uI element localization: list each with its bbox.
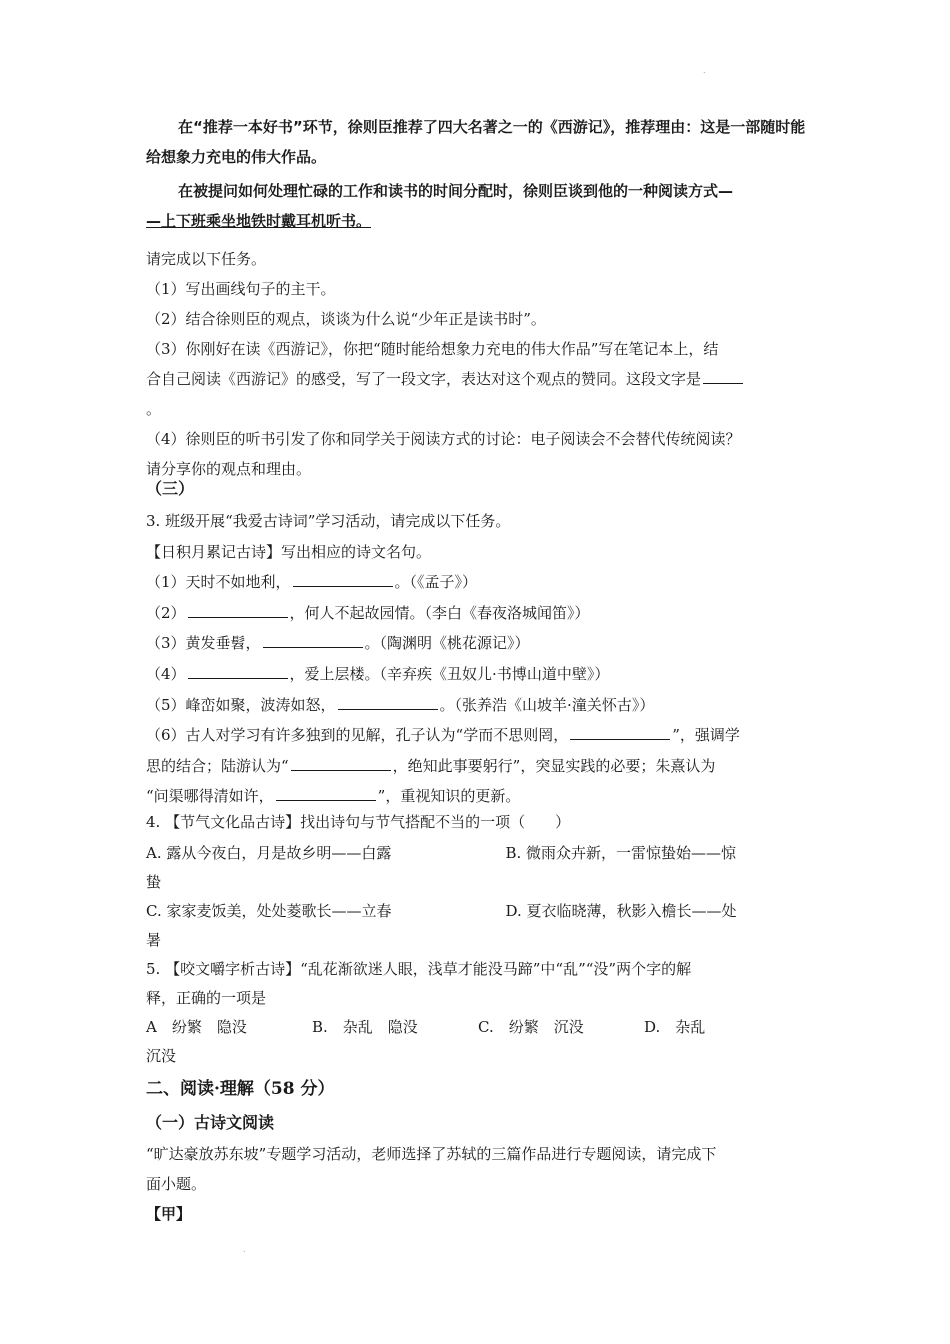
q3-l6e-text: “问渠哪得清如许， (146, 787, 274, 806)
page-mark: . (703, 66, 706, 75)
q3-l1-source: 。（《孟子》） (394, 573, 478, 592)
tasks-lead: 请完成以下任务。 (146, 250, 267, 268)
q4-option-d[interactable]: D. 夏衣临晓薄，秋影入檐长——处 (505, 902, 737, 920)
q4-option-d-cont: 暑 (146, 931, 162, 949)
q3-l6a-text: （6）古人对学习有许多独到的见解，孔子认为“学而不思则罔， (146, 726, 569, 745)
task-3b-text: 合自己阅读《西游记》的感受，写了一段文字，表达对这个观点的赞同。这段文字是 (146, 370, 702, 388)
part-2-paragraph-2: 面小题。 (146, 1175, 207, 1193)
q3-l2-source: ，何人不起故园情。（李白《春夜洛城闻笛》） (289, 603, 590, 622)
passage-jia-label: 【甲】 (146, 1205, 192, 1223)
question-3 (146, 506, 810, 812)
task-4b: 请分享你的观点和理由。 (146, 460, 312, 478)
answer-blank[interactable] (188, 660, 288, 679)
task-3b (146, 364, 810, 394)
q5-option-c[interactable]: C. 纷繁 沉没 (478, 1018, 584, 1036)
q5-stem-1: 5. 【咬文嚼字析古诗】“乱花渐欲迷人眼，浅草才能没马蹄”中“乱”“没”两个字的解 (146, 960, 692, 978)
q4-options-row-1 (146, 839, 810, 868)
q3-line-4 (146, 659, 810, 690)
q3-line-6b (146, 751, 810, 782)
question-5 (146, 955, 810, 1071)
answer-blank[interactable] (703, 365, 743, 384)
q4-option-c[interactable]: C. 家家麦饭美，处处菱歌长——立春 (146, 902, 392, 920)
q3-line-5 (146, 690, 810, 721)
q5-option-b[interactable]: B. 杂乱 隐没 (312, 1018, 418, 1036)
q5-stem-2: 释，正确的一项是 (146, 989, 267, 1007)
q3-sub: 【日积月累记古诗】写出相应的诗文名句。 (146, 542, 432, 561)
intro-section (146, 112, 806, 236)
intro-paragraph-2a: 在被提问如何处理忙碌的工作和读书的时间分配时，徐则臣谈到他的一种阅读方式— (178, 182, 734, 200)
part-2-intro (146, 1139, 810, 1229)
section-three-heading: （三） (146, 479, 195, 498)
q3-l5-source: 。（张养浩《山坡羊·潼关怀古》） (439, 695, 655, 714)
intro-paragraph-2b (146, 206, 806, 236)
q4-option-a[interactable]: A. 露从今夜白，月是故乡明——白露 (146, 844, 392, 862)
q3-l6d-text: ，绝知此事要躬行”，突显实践的必要；朱熹认为 (392, 756, 716, 775)
q4-option-b-cont: 蛰 (146, 873, 162, 891)
q3-line-6a (146, 720, 810, 751)
q3-line-3 (146, 628, 810, 659)
q3-l2-text: （2） (146, 603, 186, 622)
underlined-sentence: —上下班乘坐地铁时戴耳机听书。 (146, 212, 372, 230)
answer-blank[interactable] (293, 568, 393, 587)
q5-option-d[interactable]: D. 杂乱 (644, 1018, 706, 1036)
q3-l6f-text: ”，重视知识的更新。 (377, 787, 521, 806)
q5-options (146, 1013, 810, 1042)
q3-stem: 3. 班级开展“我爱古诗词”学习活动，请完成以下任务。 (146, 512, 511, 530)
q3-l4-source: ，爱上层楼。（辛弃疾《丑奴儿·书博山道中壁》） (289, 664, 610, 683)
answer-blank[interactable] (188, 599, 288, 618)
tasks-section (146, 244, 810, 484)
q3-l6b-text: ”，强调学 (672, 726, 740, 745)
q3-l3-text: （3）黄发垂髫， (146, 634, 261, 653)
q4-stem: 4. 【节气文化品古诗】找出诗句与节气搭配不当的一项（ ） (146, 813, 571, 831)
answer-blank[interactable] (338, 691, 438, 710)
page-mark-bottom: . (243, 1245, 246, 1254)
answer-blank[interactable] (263, 629, 363, 648)
answer-blank[interactable] (276, 782, 376, 801)
q3-l3-source: 。（陶渊明《桃花源记》） (364, 634, 530, 653)
q5-option-d-cont: 沉没 (146, 1047, 177, 1065)
task-4a: （4）徐则臣的听书引发了你和同学关于阅读方式的讨论：电子阅读会不会替代传统阅读？ (146, 430, 741, 448)
q4-option-b[interactable]: B. 微雨众卉新，一雷惊蛰始——惊 (505, 844, 737, 862)
answer-blank[interactable] (570, 721, 670, 740)
q3-l5-text: （5）峰峦如聚，波涛如怒， (146, 695, 336, 714)
task-1: （1）写出画线句子的主干。 (146, 280, 336, 298)
answer-blank[interactable] (291, 752, 391, 771)
q4-options-row-2 (146, 897, 810, 926)
task-2: （2）结合徐则臣的观点，谈谈为什么说“少年正是读书时”。 (146, 310, 546, 328)
q3-l1-text: （1）天时不如地利， (146, 573, 291, 592)
question-4 (146, 808, 810, 955)
q3-l4-text: （4） (146, 664, 186, 683)
q3-line-2 (146, 598, 810, 629)
intro-paragraph-1: 在“推荐一本好书”环节，徐则臣推荐了四大名著之一的《西游记》，推荐理由：这是一部随时能给想象力充电的伟大作品。 (146, 118, 806, 166)
part-2-title: 二、阅读·理解（58 分） (146, 1079, 335, 1099)
task-3a: （3）你刚好在读《西游记》，你把“随时能给想象力充电的伟大作品”写在笔记本上，结 (146, 340, 719, 358)
part-2-paragraph-1: “旷达豪放苏东坡”专题学习活动，老师选择了苏轼的三篇作品进行专题阅读，请完成下 (146, 1145, 717, 1163)
task-3c: 。 (146, 400, 162, 418)
q5-option-a[interactable]: A 纷繁 隐没 (146, 1018, 247, 1036)
q3-l6c-text: 思的结合；陆游认为“ (146, 756, 289, 775)
part-2-subtitle: （一）古诗文阅读 (146, 1113, 275, 1132)
q3-line-1 (146, 567, 810, 598)
